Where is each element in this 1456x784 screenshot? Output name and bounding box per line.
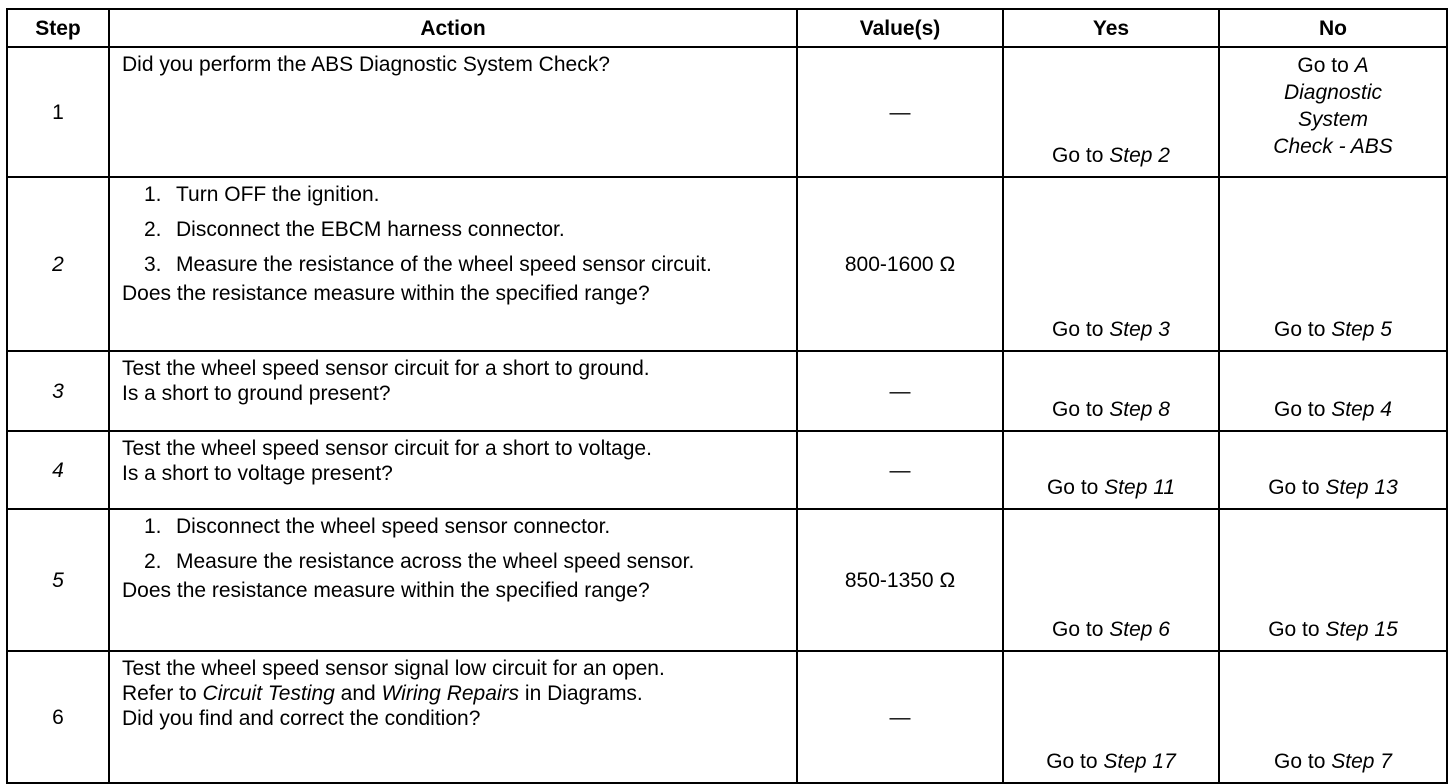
action-list xyxy=(122,514,786,578)
refer-suffix: in Diagrams. xyxy=(519,682,643,705)
table-row xyxy=(7,651,1447,783)
table-row xyxy=(7,351,1447,431)
no-cell[interactable] xyxy=(1219,351,1447,431)
value-cell: — xyxy=(797,651,1003,783)
action-text: Test the wheel speed sensor circuit for a short to voltage. xyxy=(122,437,652,460)
list-text: Disconnect the wheel speed sensor connector. xyxy=(176,515,611,538)
no-prefix: Go to xyxy=(1274,398,1332,421)
no-step-link[interactable]: Step 7 xyxy=(1331,750,1392,773)
list-num: 3. xyxy=(144,253,162,276)
list-text: Turn OFF the ignition. xyxy=(176,183,380,206)
yes-cell[interactable] xyxy=(1003,651,1219,783)
yes-step-link[interactable]: Step 11 xyxy=(1104,476,1176,499)
action-list xyxy=(122,182,786,281)
value-cell: 850-1350 Ω xyxy=(797,509,1003,651)
no-step-link[interactable]: Step 15 xyxy=(1325,618,1398,641)
table-row xyxy=(7,177,1447,351)
yes-step-link[interactable]: Step 3 xyxy=(1109,318,1170,341)
no-link-line-1[interactable]: A xyxy=(1354,54,1369,77)
question-text: Is a short to voltage present? xyxy=(122,462,393,485)
diagnostic-table xyxy=(6,8,1448,784)
list-item xyxy=(144,549,786,574)
yes-step-link[interactable]: Step 2 xyxy=(1109,144,1170,167)
yes-prefix: Go to xyxy=(1052,398,1110,421)
no-step-link[interactable]: Step 4 xyxy=(1331,398,1392,421)
list-text: Measure the resistance across the wheel speed sensor. xyxy=(176,550,695,573)
step-number: 1 xyxy=(7,47,109,177)
action-cell xyxy=(109,431,797,509)
action-text: Test the wheel speed sensor circuit for a short to ground. xyxy=(122,357,650,380)
step-number: 6 xyxy=(7,651,109,783)
no-cell[interactable] xyxy=(1219,651,1447,783)
list-item xyxy=(144,182,786,207)
value-cell: — xyxy=(797,431,1003,509)
action-cell xyxy=(109,351,797,431)
refer-text xyxy=(122,681,786,706)
question-text: Is a short to ground present? xyxy=(122,382,391,405)
step-number: 5 xyxy=(7,509,109,651)
no-prefix: Go to xyxy=(1274,318,1332,341)
value-cell: 800-1600 Ω xyxy=(797,177,1003,351)
action-cell xyxy=(109,509,797,651)
yes-cell[interactable] xyxy=(1003,47,1219,177)
list-item xyxy=(144,514,786,539)
question-text: Does the resistance measure within the specified range? xyxy=(122,579,650,602)
action-text: Did you perform the ABS Diagnostic System Check? xyxy=(122,53,610,76)
action-cell xyxy=(109,651,797,783)
question-text: Did you find and correct the condition? xyxy=(122,707,481,730)
action-cell xyxy=(109,47,797,177)
yes-cell[interactable] xyxy=(1003,431,1219,509)
no-prefix: Go to xyxy=(1268,476,1326,499)
yes-prefix: Go to xyxy=(1052,318,1110,341)
header-values: Value(s) xyxy=(797,9,1003,47)
list-num: 2. xyxy=(144,218,162,241)
list-item xyxy=(144,252,786,277)
yes-cell[interactable] xyxy=(1003,177,1219,351)
refer-prefix: Refer to xyxy=(122,682,203,705)
yes-cell[interactable] xyxy=(1003,351,1219,431)
yes-prefix: Go to xyxy=(1052,144,1110,167)
list-item xyxy=(144,217,786,242)
no-link-line-2[interactable]: Diagnostic xyxy=(1283,81,1383,104)
no-cell[interactable] xyxy=(1219,47,1447,177)
yes-prefix: Go to xyxy=(1046,476,1105,499)
no-prefix: Go to xyxy=(1297,54,1355,77)
header-row xyxy=(7,9,1447,47)
no-prefix: Go to xyxy=(1268,618,1326,641)
no-prefix: Go to xyxy=(1274,750,1332,773)
yes-prefix: Go to xyxy=(1046,750,1104,773)
yes-step-link[interactable]: Step 17 xyxy=(1103,750,1176,773)
list-text: Disconnect the EBCM harness connector. xyxy=(176,218,565,241)
no-step-link[interactable]: Step 5 xyxy=(1331,318,1392,341)
table-row xyxy=(7,509,1447,651)
no-link-line-4[interactable]: Check - ABS xyxy=(1273,135,1393,158)
yes-step-link[interactable]: Step 6 xyxy=(1109,618,1170,641)
header-no: No xyxy=(1219,9,1447,47)
step-number: 4 xyxy=(7,431,109,509)
refer-mid: and xyxy=(334,682,382,705)
header-step: Step xyxy=(7,9,109,47)
list-num: 1. xyxy=(144,183,162,206)
no-cell[interactable] xyxy=(1219,177,1447,351)
question-text: Does the resistance measure within the specified range? xyxy=(122,282,650,305)
action-block xyxy=(122,656,786,706)
action-text: Test the wheel speed sensor signal low circuit for an open. xyxy=(122,657,665,680)
header-yes: Yes xyxy=(1003,9,1219,47)
step-number: 3 xyxy=(7,351,109,431)
yes-step-link[interactable]: Step 8 xyxy=(1109,398,1170,421)
circuit-testing-link[interactable]: Circuit Testing xyxy=(202,682,335,705)
no-link-line-3[interactable]: System xyxy=(1297,108,1368,131)
yes-prefix: Go to xyxy=(1052,618,1110,641)
no-cell[interactable] xyxy=(1219,431,1447,509)
no-step-link[interactable]: Step 13 xyxy=(1325,476,1398,499)
action-cell xyxy=(109,177,797,351)
header-action: Action xyxy=(109,9,797,47)
value-cell: — xyxy=(797,47,1003,177)
step-number: 2 xyxy=(7,177,109,351)
table-row xyxy=(7,47,1447,177)
wiring-repairs-link[interactable]: Wiring Repairs xyxy=(381,682,520,705)
table-row xyxy=(7,431,1447,509)
no-cell[interactable] xyxy=(1219,509,1447,651)
yes-cell[interactable] xyxy=(1003,509,1219,651)
value-cell: — xyxy=(797,351,1003,431)
list-text: Measure the resistance of the wheel speed sensor circuit. xyxy=(176,253,712,276)
list-num: 2. xyxy=(144,550,162,573)
list-num: 1. xyxy=(144,515,162,538)
